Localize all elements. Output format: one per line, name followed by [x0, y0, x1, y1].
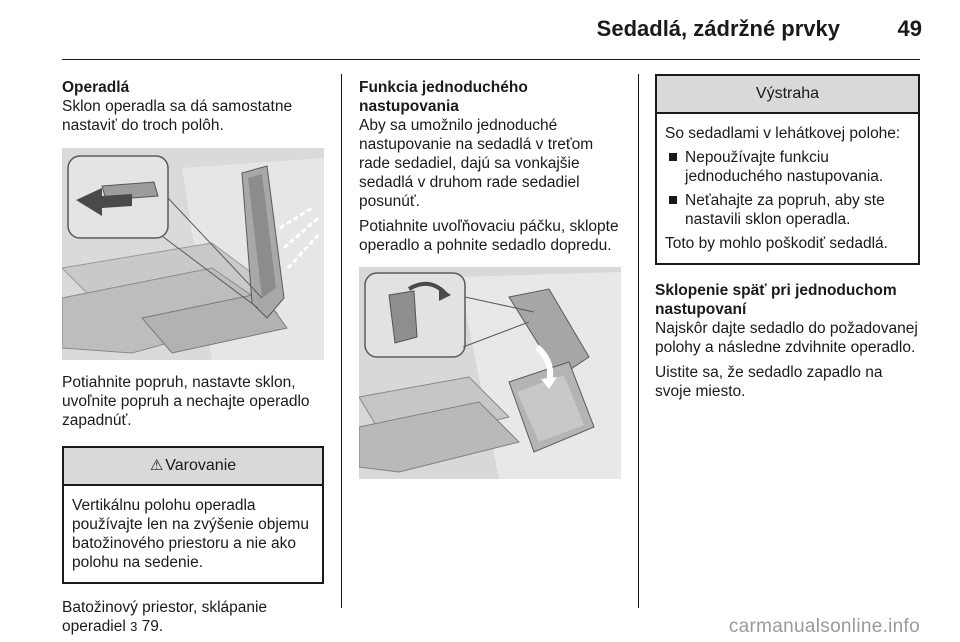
section-heading-fold-back: Sklopenie späť pri jednoduchom nastupovaní — [655, 282, 897, 318]
caution-lead: So sedadlami v lehátkovej polohe: — [665, 125, 901, 142]
caution-item: Neťahajte za popruh, aby ste nastavili sklon operadla. — [665, 191, 910, 229]
section-heading-backrests: Operadlá — [62, 79, 130, 96]
easy-entry-illustration — [359, 267, 621, 479]
cross-reference-arrow-icon: 3 — [130, 619, 138, 634]
warning-title: Varovanie — [165, 457, 237, 474]
cross-reference-page[interactable]: 79. — [141, 618, 164, 635]
column-2 — [359, 78, 623, 492]
watermark: carmanualsonline.info — [728, 616, 920, 637]
column-3 — [655, 78, 920, 401]
backrest-intro: Sklon operadla sa dá samostatne nastaviť do troch polôh. — [62, 98, 293, 134]
fold-back-paragraph-1: Najskôr dajte sedadlo do požadovanej polohy a následne zdvihnite operadlo. — [655, 320, 918, 356]
section-heading-easy-entry: Funkcia jednoduchého nastupovania — [359, 79, 528, 115]
warning-text: Vertikálnu polohu operadla používajte len na zvýšenie objemu batožinového priestoru a nie ako polohu na sedenie. — [72, 497, 309, 571]
backrest-instructions: Potiahnite popruh, nastavte sklon, uvoľnite popruh a nechajte operadlo zapadnúť. — [62, 374, 310, 429]
column-1 — [62, 78, 324, 636]
easy-entry-paragraph-2: Potiahnite uvoľňovaciu páčku, sklopte operadlo a pohnite sedadlo dopredu. — [359, 218, 619, 254]
cross-reference — [62, 598, 324, 636]
backrest-illustration — [62, 148, 324, 360]
caution-header: Výstraha — [657, 76, 918, 114]
warning-box — [62, 446, 324, 584]
bullet-square-icon — [669, 153, 677, 161]
bullet-square-icon — [669, 196, 677, 204]
header-divider — [62, 59, 920, 60]
column-divider-2 — [638, 74, 639, 608]
fold-back-paragraph-2: Uistite sa, že sedadlo zapadlo na svoje miesto. — [655, 364, 883, 400]
cross-reference-text: Batožinový priestor, sklápanie operadiel — [62, 599, 268, 635]
caution-footer: Toto by mohlo poškodiť sedadlá. — [665, 235, 888, 252]
page-header — [0, 0, 960, 62]
warning-triangle-icon: ⚠ — [149, 457, 164, 474]
caution-list — [665, 148, 910, 229]
page-title: Sedadlá, zádržné prvky — [596, 16, 840, 41]
warning-header — [64, 448, 322, 486]
caution-box — [655, 74, 920, 265]
page-number: 49 — [897, 16, 922, 41]
caution-item: Nepoužívajte funkciu jednoduchého nastupovania. — [665, 148, 910, 186]
column-divider-1 — [341, 74, 342, 608]
easy-entry-paragraph-1: Aby sa umožnilo jednoduché nastupovanie na sedadlá v treťom rade sedadiel, dajú sa vonkajšie sedadlá v druhom rade sedadiel posunúť. — [359, 117, 594, 210]
